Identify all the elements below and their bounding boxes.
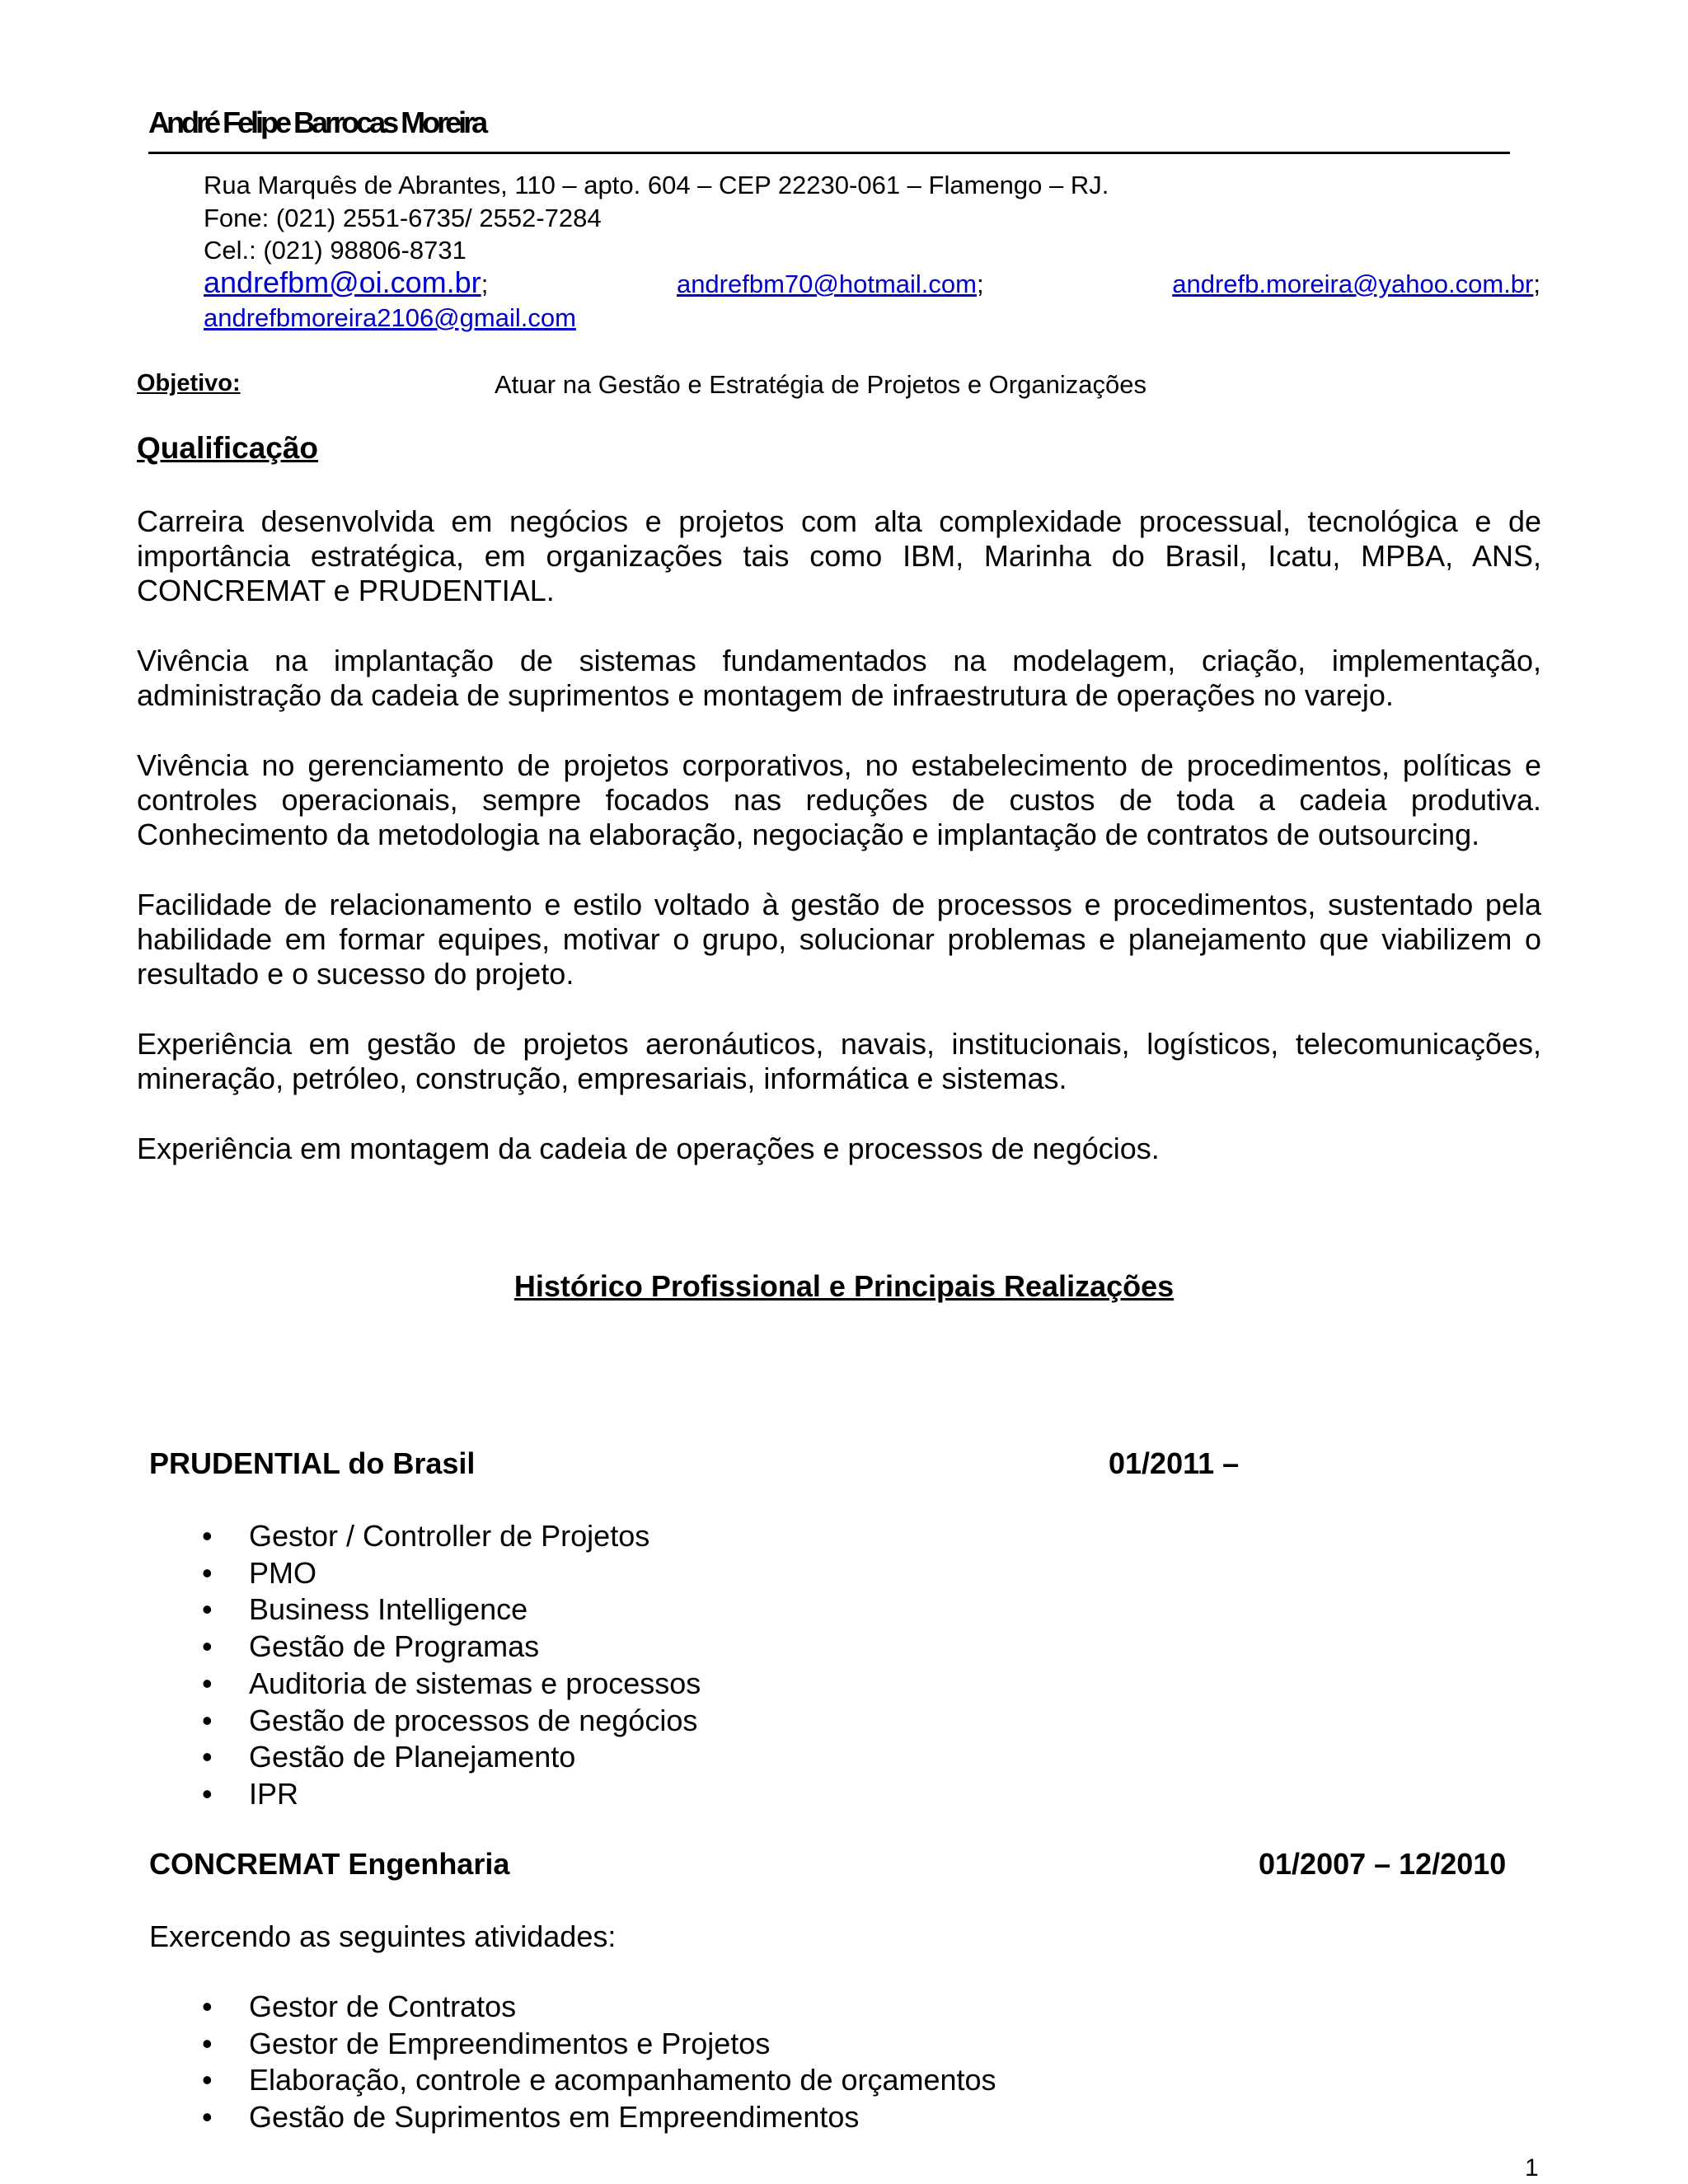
email-separator: ; <box>976 269 984 298</box>
objective-text: Atuar na Gestão e Estratégia de Projetos e Organizações <box>495 370 1146 399</box>
job-period-prudential: 01/2011 – <box>1109 1446 1240 1480</box>
list-item: • Business Intelligence <box>202 1591 701 1629</box>
list-item: • Gestão de Suprimentos em Empreendimentos <box>202 2099 996 2136</box>
email-link-yahoo[interactable]: andrefb.moreira@yahoo.com.br <box>1172 269 1534 298</box>
candidate-name: André Felipe Barrocas Moreira <box>148 105 485 139</box>
address: Rua Marquês de Abrantes, 110 – apto. 604 – CEP 22230-061 – Flamengo – RJ. <box>204 171 1109 199</box>
job-company-concremat: CONCREMAT Engenharia <box>149 1847 510 1881</box>
qualification-paragraph-1: Carreira desenvolvida em negócios e projetos com alta complexidade processual, tecnológica e de importância estratégica, em organizações tais como IBM, Marinha do Brasil, Icatu, MPBA, ANS, CONCREMAT e PRUDENTIAL. <box>137 504 1541 607</box>
header-divider <box>148 152 1510 154</box>
phone: Fone: (021) 2551-6735/ 2552-7284 <box>204 204 602 232</box>
objective-label: Objetivo: <box>137 370 241 396</box>
job-company-prudential: PRUDENTIAL do Brasil <box>149 1446 476 1480</box>
list-item: • Auditoria de sistemas e processos <box>202 1666 701 1703</box>
job-period-concremat: 01/2007 – 12/2010 <box>1259 1847 1507 1881</box>
job-intro-concremat: Exercendo as seguintes atividades: <box>149 1919 617 1953</box>
job-activities-concremat <box>202 1989 996 2136</box>
email-entry-3 <box>1172 269 1540 299</box>
list-item: • PMO <box>202 1555 701 1592</box>
qualification-paragraph-6: Experiência em montagem da cadeia de operações e processos de negócios. <box>137 1132 1160 1165</box>
email-list <box>204 265 1540 300</box>
page-number: 1 <box>1525 2154 1539 2182</box>
email-link-gmail[interactable]: andrefbmoreira2106@gmail.com <box>204 303 576 332</box>
qualification-paragraph-3: Vivência no gerenciamento de projetos corporativos, no estabelecimento de procedimentos, políticas e controles operacionais, sempre focados nas reduções de custos de toda a cadeia produtiva. Conhecimento da metodologia na elaboração, negociação e implantação de contratos de outsourcing. <box>137 748 1541 851</box>
email-entry-4 <box>204 302 576 334</box>
qualification-paragraph-4: Facilidade de relacionamento e estilo voltado à gestão de processos e procedimentos, sustentado pela habilidade em formar equipes, motivar o grupo, solucionar problemas e planejamento que viabilizem o resultado e o sucesso do projeto. <box>137 888 1541 991</box>
qualification-paragraph-5: Experiência em gestão de projetos aeronáuticos, navais, institucionais, logísticos, telecomunicações, mineração, petróleo, construção, empresariais, informática e sistemas. <box>137 1027 1541 1095</box>
qualification-title: Qualificação <box>137 431 319 465</box>
cell-phone: Cel.: (021) 98806-8731 <box>204 236 467 265</box>
list-item: • Gestor de Contratos <box>202 1989 996 2026</box>
qualification-paragraph-2: Vivência na implantação de sistemas fundamentados na modelagem, criação, implementação, administração da cadeia de suprimentos e montagem de infraestrutura de operações no varejo. <box>137 644 1541 712</box>
list-item: • Elaboração, controle e acompanhamento de orçamentos <box>202 2062 996 2099</box>
list-item: • Gestão de Programas <box>202 1629 701 1666</box>
email-entry-2 <box>677 269 984 299</box>
email-separator: ; <box>1533 269 1540 298</box>
email-link-hotmail[interactable]: andrefbm70@hotmail.com <box>676 269 977 298</box>
history-title: Histórico Profissional e Principais Realizações <box>513 1269 1175 1303</box>
list-item: • Gestão de processos de negócios <box>202 1703 701 1740</box>
list-item: • Gestão de Planejamento <box>202 1739 701 1776</box>
list-item: • IPR <box>202 1776 701 1813</box>
job-activities-prudential <box>202 1518 701 1813</box>
email-separator: ; <box>481 269 489 298</box>
list-item: • Gestor de Empreendimentos e Projetos <box>202 2026 996 2063</box>
list-item: • Gestor / Controller de Projetos <box>202 1518 701 1555</box>
email-link-oi[interactable]: andrefbm@oi.com.br <box>204 265 481 299</box>
email-entry-1 <box>204 265 488 300</box>
